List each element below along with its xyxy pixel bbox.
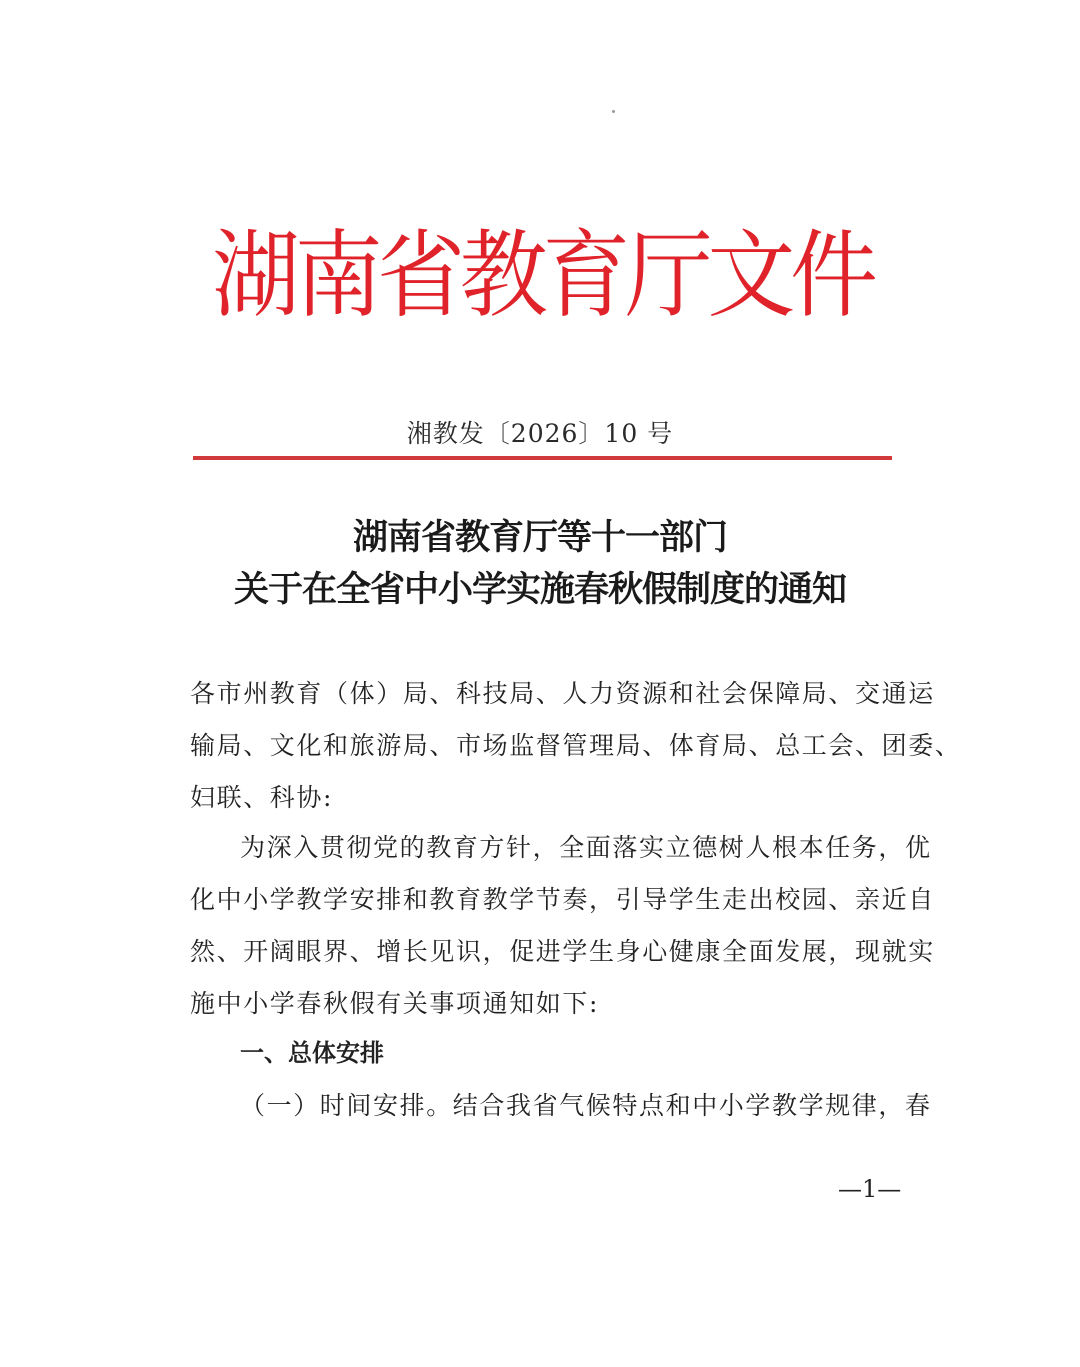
red-separator-rule <box>193 456 892 460</box>
intro-line: 为深入贯彻党的教育方针，全面落实立德树人根本任务，优 <box>240 833 932 862</box>
intro-line: 化中小学教学安排和教育教学节奏，引导学生走出校园、亲近自 <box>190 885 935 914</box>
page-number: —1— <box>838 1175 902 1203</box>
notice-title-line-1: 湖南省教育厅等十一部门 <box>352 518 727 558</box>
section-paragraph-line: （一）时间安排。结合我省气候特点和中小学教学规律，春 <box>240 1091 932 1120</box>
masthead-char: 省 <box>377 219 466 331</box>
masthead-char: 南 <box>294 219 383 331</box>
masthead-char: 育 <box>542 219 631 331</box>
masthead-char: 湖 <box>212 219 301 331</box>
intro-line: 施中小学春秋假有关事项通知如下: <box>190 989 600 1018</box>
scan-speck <box>612 110 615 113</box>
addressee-line: 各市州教育（体）局、科技局、人力资源和社会保障局、交通运 <box>190 679 935 708</box>
notice-title-line-2: 关于在全省中小学实施春秋假制度的通知 <box>233 570 846 610</box>
document-number: 湘教发〔2026〕10 号 <box>406 419 674 448</box>
masthead-char: 教 <box>459 219 548 331</box>
masthead-char: 厅 <box>624 219 713 331</box>
masthead-char: 文 <box>707 219 796 331</box>
addressee-line: 妇联、科协: <box>190 783 334 812</box>
addressee-line: 输局、文化和旅游局、市场监督管理局、体育局、总工会、团委、 <box>190 731 962 760</box>
intro-line: 然、开阔眼界、增长见识，促进学生身心健康全面发展，现就实 <box>190 937 935 966</box>
masthead-char: 件 <box>789 219 878 331</box>
section-heading: 一、总体安排 <box>240 1039 384 1067</box>
document-masthead <box>212 216 878 335</box>
